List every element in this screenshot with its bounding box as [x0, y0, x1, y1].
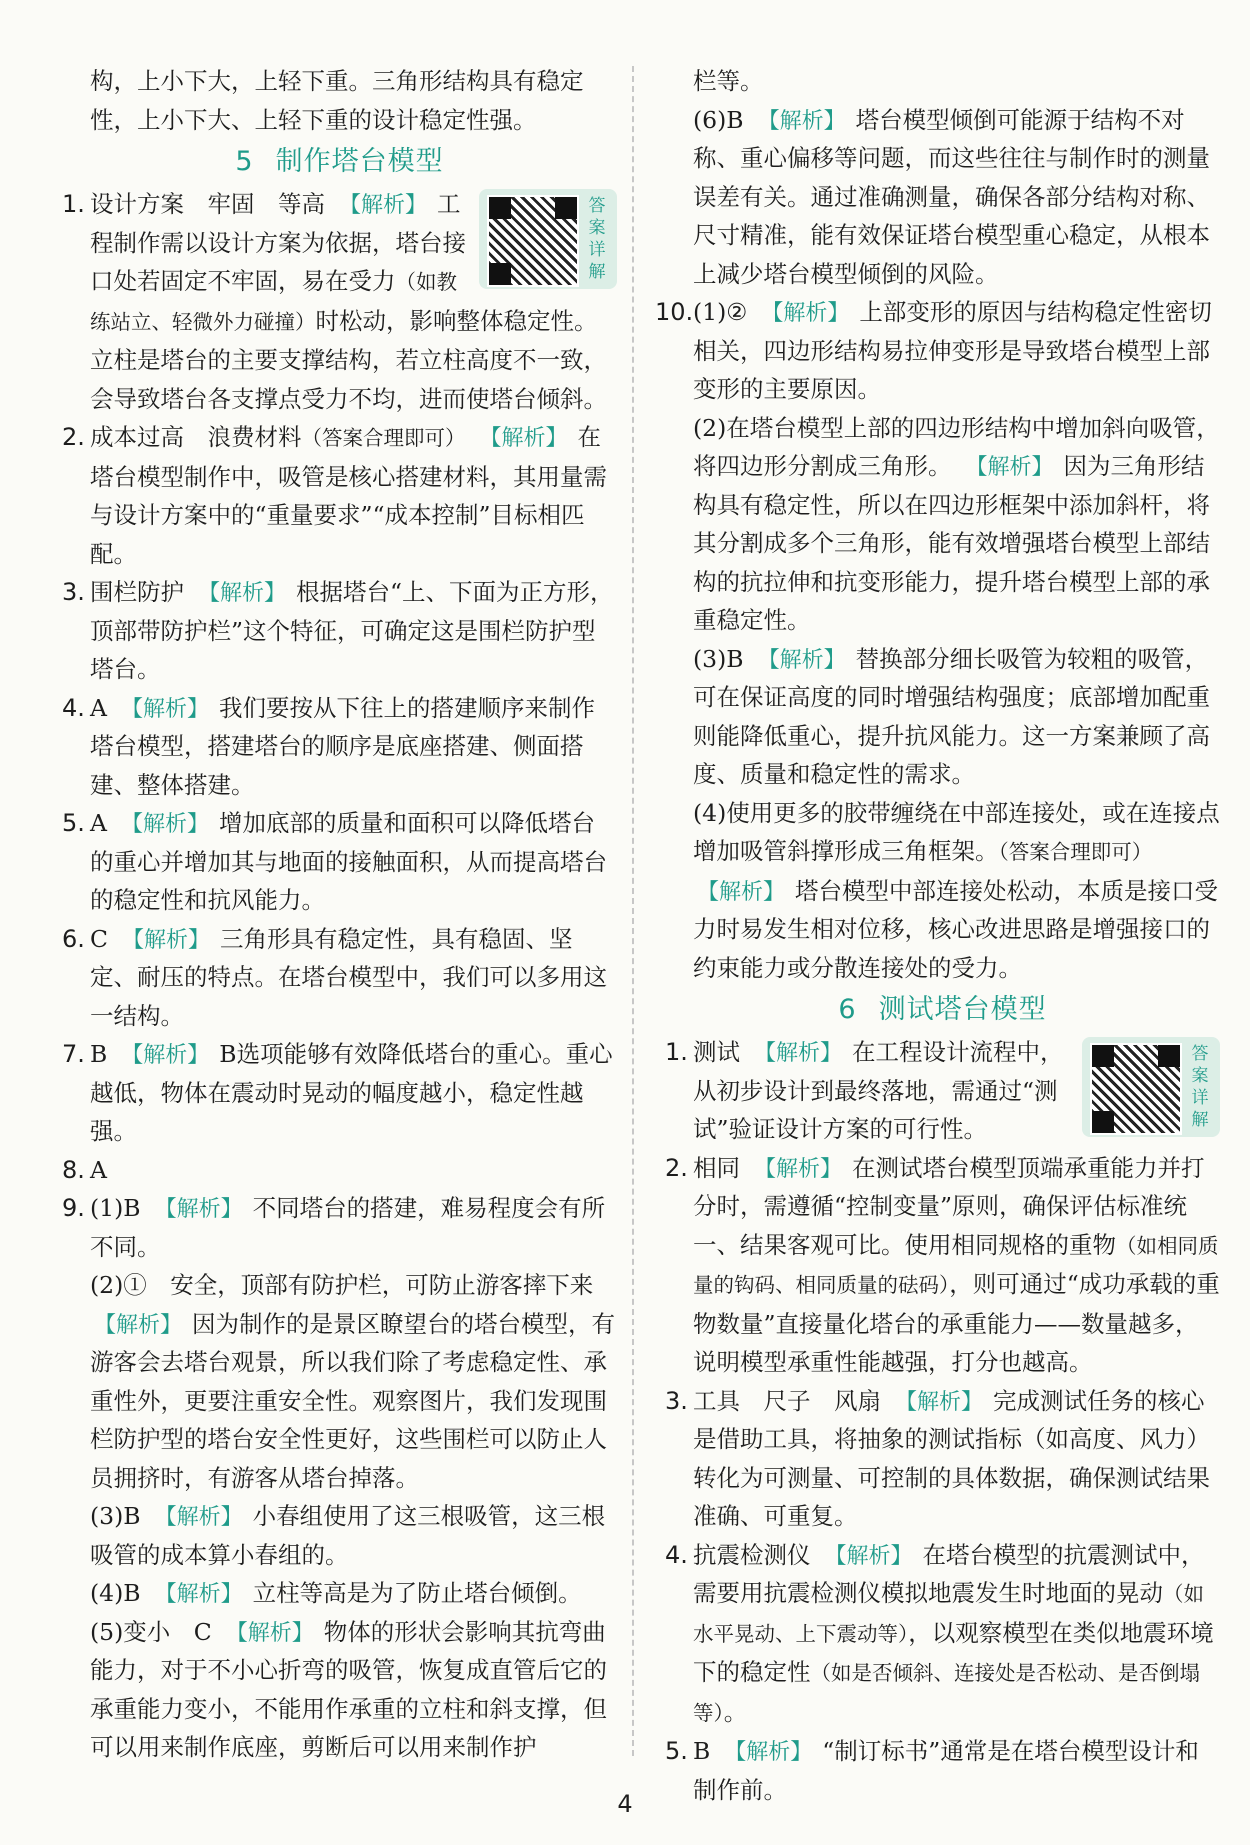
analysis-tag: 【解析】	[965, 455, 1054, 480]
answer-item-6: 6. C 【解析】 三角形具有稳定性，具有稳固、坚定、耐压的特点。在塔台模型中，我们可以多用这一结构。	[62, 924, 607, 1030]
sub-answer-10-4: (4)使用更多的胶带缠绕在中部连接处，或在连接点增加吸管斜撑形成三角框架。（答案合理即可） 【解析】 塔台模型中部连接处松动，本质是接口受力时易发生相对位移，核心改进思路是增强接口的约束能力或分散连接处的受力。	[693, 798, 1220, 982]
analysis-tag: 【解析】	[154, 1197, 243, 1222]
qr-code[interactable]: 答案详解	[479, 189, 617, 289]
answer-item-5: 5. A 【解析】 增加底部的质量和面积可以降低塔台的重心并增加其与地面的接触面积，从而提高塔台的稳定性和抗风能力。	[62, 809, 607, 914]
sub-answer-9-3: (3)B 【解析】 小春组使用了这三根吸管，这三根吸管的成本算小春组的。	[90, 1502, 606, 1569]
answer-item-6-4: 4. 抗震检测仪 【解析】 在塔台模型的抗震测试中，需要用抗震检测仪模拟地震发生时地面的晃动（如水平晃动、上下震动等），以观察模型在类似地震环境下的稳定性（如是否倾斜、连接处是否松动、是否倒塌等）。	[665, 1540, 1214, 1726]
qr-code-icon	[1090, 1043, 1182, 1135]
analysis-tag: 【解析】	[198, 581, 287, 606]
analysis-tag: 【解析】	[120, 696, 209, 722]
sub-answer-10-2: (2)在塔台模型上部的四边形结构中增加斜向吸管，将四边形分割成三角形。 【解析】 因为三角形结构具有稳定性，所以在四边形框架中添加斜杆，将其分割成多个三角形，能有效增强塔台模型上部结构的抗拉伸和抗变形能力，提升塔台模型上部的承重稳定性。	[693, 413, 1220, 634]
sub-answer-9-1: (1)B 【解析】 不同塔台的搭建，难易程度会有所不同。	[90, 1194, 606, 1261]
sub-answer-9-6: (6)B 【解析】 塔台模型倾倒可能源于结构不对称、重心偏移等问题，而这些往往与制作时的测量误差有关。通过准确测量，确保各部分结构对称、尺寸精准，能有效保证塔台模型重心稳定，从根本上减少塔台模型倾倒的风险。	[693, 105, 1210, 288]
answer-item-1: 1. 答案详解 设计方案 牢固 等高 【解析】 工程制作需以设计方案为依据，塔台接口处若固定不牢固，易在受力（如教练站立、轻微外力碰撞）时松动，影响整体稳定性。立柱是塔台的主要支撑结构，若立柱高度不一致，会导致塔台各支撑点受力不均，进而使塔台倾斜。	[62, 185, 617, 418]
answer-item-10: 10. (1)② 【解析】 上部变形的原因与结构稳定性密切相关，四边形结构易拉伸变形是导致塔台模型上部变形的主要原因。 (2)在塔台模型上部的四边形结构中增加斜向吸管，将四边形分割成三角形。 【解析】 因为三角形结构具有稳定性，所以在四边形框架中添加斜杆，将其分割成多个三角形，能有效增强塔台模型上部结构的抗拉伸和抗变形能力，提升塔台模型上部的承重稳定性。 (3)B 【解析】 替换部分细长吸管为较粗的吸管，可在保证高度的同时增强结构强度；底部增加配重则能降低重心，提升抗风能力。这一方案兼顾了高度、质量和稳定性的需求。 (4)使用更多的胶带缠绕在中部连接处，或在连接点增加吸管斜撑形成三角框架。（答案合理即可） 【解析】 塔台模型中部连接处松动，本质是接口受力时易发生相对位移，核心改进思路是增强接口的约束能力或分散连接处的受力。	[665, 293, 1220, 987]
sub-answer-10-1: (1)② 【解析】 上部变形的原因与结构稳定性密切相关，四边形结构易拉伸变形是导致塔台模型上部变形的主要原因。	[693, 298, 1212, 403]
right-column	[655, 62, 1220, 1809]
continued-text: 构，上小下大，上轻下重。三角形结构具有稳定 性，上小下大、上轻下重的设计稳定性强。	[90, 67, 584, 134]
left-column	[62, 62, 617, 1767]
page-number: 4	[617, 1790, 633, 1818]
analysis-tag: 【解析】	[754, 1041, 843, 1066]
analysis-tag: 【解析】	[724, 1740, 813, 1765]
continued-text: 栏等。	[693, 67, 764, 95]
section-5-heading: 5 制作塔台模型	[235, 146, 444, 177]
answer-item-4: 4. A 【解析】 我们要按从下往上的搭建顺序来制作塔台模型，搭建塔台的顺序是底座搭建、侧面搭建、整体搭建。	[62, 693, 595, 799]
answer-item-6-2: 2. 相同 【解析】 在测试塔台模型顶端承重能力并打分时，需遵循“控制变量”原则，确保评估标准统一、结果客观可比。使用相同规格的重物（如相同质量的钩码、相同质量的砝码），则可通过“成功承载的重物数量”直接量化塔台的承重能力——数量越多，说明模型承重性能越强，打分也越高。	[665, 1153, 1220, 1376]
analysis-tag: 【解析】	[757, 647, 846, 673]
analysis-tag: 【解析】	[339, 193, 428, 218]
sub-answer-9-2: (2)① 安全，顶部有防护栏，可防止游客摔下来 【解析】 因为制作的是景区瞭望台的塔台模型，有游客会去塔台观景，所以我们除了考虑稳定性、承重性外，更要注重安全性。观察图片，我们发现围栏防护型的塔台安全性更好，这些围栏可以防止人员拥挤时，有游客从塔台掉落。	[90, 1271, 616, 1492]
answer-item-2: 2. 成本过高 浪费材料（答案合理即可） 【解析】 在塔台模型制作中，吸管是核心搭建材料，其用量需与设计方案中的“重量要求”“成本控制”目标相匹配。	[62, 423, 607, 568]
answer-item-6-5: 5. B 【解析】 “制订标书”通常是在塔台模型设计和制作前。	[665, 1737, 1199, 1804]
analysis-tag: 【解析】	[479, 426, 568, 451]
answer-item-6-1: 1. 答案详解 测试 【解析】 在工程设计流程中，从初步设计到最终落地，需通过“测试”验证设计方案的可行性。	[665, 1033, 1220, 1149]
analysis-tag: 【解析】	[121, 927, 210, 953]
analysis-tag: 【解析】	[225, 1620, 314, 1646]
answer-item-8: 8. A	[62, 1155, 107, 1184]
answer-item-7: 7. B 【解析】 B选项能够有效降低塔台的重心。重心越低，物体在震动时晃动的幅度越小，稳定性越强。	[62, 1040, 613, 1145]
answer-item-9: 9. (1)B 【解析】 不同塔台的搭建，难易程度会有所不同。 (2)① 安全，顶部有防护栏，可防止游客摔下来 【解析】 因为制作的是景区瞭望台的塔台模型，有游客会去塔台观景，所以我们除了考虑稳定性、承重性外，更要注重安全性。观察图片，我们发现围栏防护型的塔台安全性更好，这些围栏可以防止人员拥挤时，有游客从塔台掉落。 (3)B 【解析】 小春组使用了这三根吸管，这三根吸管的成本算小春组的。 (4)B 【解析】 立柱等高是为了防止塔台倾倒。 (5)变小 C 【解析】 物体的形状会影响其抗弯曲能力，对于不小心折弯的吸管，恢复成直管后它的承重能力变小，不能用作承重的立柱和斜支撑，但可以用来制作底座，剪断后可以用来制作护	[62, 1189, 617, 1767]
analysis-tag: 【解析】	[824, 1543, 913, 1569]
analysis-tag: 【解析】	[761, 301, 850, 326]
sub-answer-9-4: (4)B 【解析】 立柱等高是为了防止塔台倾倒。	[90, 1574, 617, 1613]
sub-answer-10-3: (3)B 【解析】 替换部分细长吸管为较粗的吸管，可在保证高度的同时增强结构强度；底部增加配重则能降低重心，提升抗风能力。这一方案兼顾了高度、质量和稳定性的需求。	[693, 644, 1210, 788]
section-6-heading: 6 测试塔台模型	[838, 994, 1047, 1025]
column-divider	[632, 66, 634, 1756]
qr-code[interactable]: 答案详解	[1082, 1037, 1220, 1137]
answer-item-6-3: 3. 工具 尺子 风扇 【解析】 完成测试任务的核心是借助工具，将抽象的测试指标（如高度、风力）转化为可测量、可控制的具体数据，确保测试结果准确、可重复。	[665, 1386, 1210, 1530]
analysis-tag: 【解析】	[697, 879, 786, 905]
answer-item-3: 3. 围栏防护 【解析】 根据塔台“上、下面为正方形，顶部带防护栏”这个特征，可确定这是围栏防护型塔台。	[62, 578, 614, 683]
analysis-tag: 【解析】	[895, 1389, 984, 1415]
analysis-tag: 【解析】	[121, 1043, 210, 1068]
analysis-tag: 【解析】	[757, 108, 846, 134]
analysis-tag: 【解析】	[120, 812, 209, 837]
analysis-tag: 【解析】	[154, 1582, 243, 1607]
sub-answer-9-5: (5)变小 C 【解析】 物体的形状会影响其抗弯曲能力，对于不小心折弯的吸管，恢复成直管后它的承重能力变小，不能用作承重的立柱和斜支撑，但可以用来制作底座，剪断后可以用来制作护	[90, 1617, 607, 1761]
qr-code-icon	[487, 195, 579, 287]
analysis-tag: 【解析】	[754, 1156, 843, 1182]
analysis-tag: 【解析】	[94, 1312, 183, 1338]
analysis-tag: 【解析】	[154, 1505, 243, 1530]
